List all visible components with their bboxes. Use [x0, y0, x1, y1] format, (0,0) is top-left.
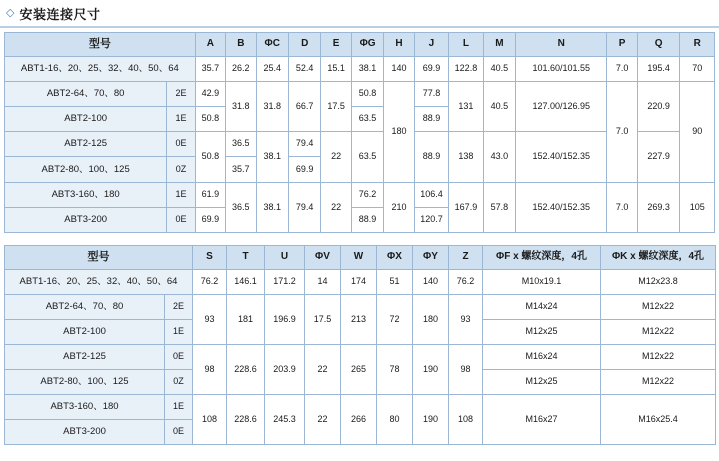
cell-p: 7.0	[607, 57, 637, 82]
cell-x: 78	[377, 345, 413, 395]
cell-e: 15.1	[321, 57, 351, 82]
cell-w: 265	[341, 345, 377, 395]
row-label: ABT1-16、20、25、32、40、50、64	[5, 57, 196, 82]
cell-z: 76.2	[449, 270, 483, 295]
cell-d: 66.7	[288, 82, 320, 132]
col-header-t: T	[227, 246, 265, 270]
row-label: ABT3-200	[5, 420, 165, 445]
row-code: 0Z	[167, 157, 195, 183]
cell-g: 88.9	[351, 208, 383, 233]
cell-q: 269.3	[637, 183, 680, 233]
cell-a: 42.9	[195, 82, 225, 107]
cell-p: 7.0	[607, 183, 637, 233]
table-row	[5, 395, 716, 420]
cell-z: 98	[449, 345, 483, 395]
col-header-x: ΦX	[377, 246, 413, 270]
cell-q: 220.9	[637, 82, 680, 132]
cell-y: 140	[413, 270, 449, 295]
cell-c: 31.8	[256, 82, 288, 132]
cell-v: 22	[305, 345, 341, 395]
cell-s: 98	[193, 345, 227, 395]
col-header-w: W	[341, 246, 377, 270]
cell-v: 14	[305, 270, 341, 295]
row-code: 1E	[165, 320, 193, 345]
table-row	[5, 295, 716, 320]
cell-l: 131	[449, 82, 483, 132]
cell-j: 88.9	[414, 107, 448, 132]
cell-b: 36.5	[226, 183, 256, 233]
cell-v: 22	[305, 395, 341, 445]
col-header-k-thread: ΦK x 螺纹深度，4孔	[601, 246, 716, 270]
cell-n: 127.00/126.95	[516, 82, 607, 132]
cell-l: 167.9	[449, 183, 483, 233]
cell-x: 72	[377, 295, 413, 345]
row-label: ABT2-64、70、80	[5, 82, 167, 107]
row-label: ABT2-125	[5, 132, 167, 157]
cell-e: 17.5	[321, 82, 351, 132]
table-gap	[0, 233, 719, 241]
col-header-y: ΦY	[413, 246, 449, 270]
row-label: ABT2-80、100、125	[5, 370, 165, 395]
col-header-h: H	[384, 33, 414, 57]
col-header-n: N	[516, 33, 607, 57]
cell-j: 88.9	[414, 132, 448, 183]
cell-u: 171.2	[265, 270, 305, 295]
col-header-s: S	[193, 246, 227, 270]
page-title: 安装连接尺寸	[19, 6, 101, 22]
table-row	[5, 345, 716, 370]
cell-r: 105	[680, 183, 715, 233]
cell-a: 69.9	[195, 208, 225, 233]
cell-f-thread: M16x24	[483, 345, 601, 370]
cell-a: 50.8	[195, 107, 225, 132]
cell-a: 61.9	[195, 183, 225, 208]
cell-m: 57.8	[483, 183, 515, 233]
cell-e: 22	[321, 183, 351, 233]
cell-m: 43.0	[483, 132, 515, 183]
cell-g: 76.2	[351, 183, 383, 208]
cell-b: 26.2	[226, 57, 256, 82]
cell-s: 93	[193, 295, 227, 345]
cell-l: 138	[449, 132, 483, 183]
col-header-q: Q	[637, 33, 680, 57]
cell-n: 101.60/101.55	[516, 57, 607, 82]
cell-t: 146.1	[227, 270, 265, 295]
col-header-u: U	[265, 246, 305, 270]
cell-g: 63.5	[351, 107, 383, 132]
row-label: ABT2-100	[5, 320, 165, 345]
cell-c: 38.1	[256, 183, 288, 233]
cell-k-thread: M16x25.4	[601, 395, 716, 445]
cell-z: 108	[449, 395, 483, 445]
cell-r: 90	[680, 82, 715, 183]
cell-e: 22	[321, 132, 351, 183]
cell-y: 190	[413, 395, 449, 445]
row-label: ABT3-160、180	[5, 395, 165, 420]
cell-n: 152.40/152.35	[516, 183, 607, 233]
cell-d: 52.4	[288, 57, 320, 82]
cell-h: 210	[384, 183, 414, 233]
cell-k-thread: M12x22	[601, 345, 716, 370]
cell-f-thread: M12x25	[483, 320, 601, 345]
cell-s: 108	[193, 395, 227, 445]
col-header-d: D	[288, 33, 320, 57]
row-code: 1E	[167, 183, 195, 208]
cell-f-thread: M12x25	[483, 370, 601, 395]
cell-w: 174	[341, 270, 377, 295]
cell-t: 228.6	[227, 395, 265, 445]
cell-k-thread: M12x22	[601, 370, 716, 395]
cell-u: 196.9	[265, 295, 305, 345]
row-code: 0E	[167, 132, 195, 157]
cell-f-thread: M16x27	[483, 395, 601, 445]
col-header-p: P	[607, 33, 637, 57]
dimensions-table-1	[4, 32, 715, 233]
cell-d: 79.4	[288, 132, 320, 157]
col-header-model: 型号	[5, 33, 196, 57]
section-title-bar	[0, 0, 719, 28]
col-header-m: M	[483, 33, 515, 57]
cell-b: 36.5	[226, 132, 256, 157]
cell-b: 31.8	[226, 82, 256, 132]
dimensions-table-2	[4, 245, 716, 445]
cell-f-thread: M14x24	[483, 295, 601, 320]
cell-v: 17.5	[305, 295, 341, 345]
cell-f-thread: M10x19.1	[483, 270, 601, 295]
cell-d: 69.9	[288, 157, 320, 183]
cell-a: 50.8	[195, 132, 225, 183]
cell-h: 140	[384, 57, 414, 82]
col-header-b: B	[226, 33, 256, 57]
table-row	[5, 57, 715, 82]
col-header-l: L	[449, 33, 483, 57]
cell-k-thread: M12x22	[601, 320, 716, 345]
cell-t: 181	[227, 295, 265, 345]
row-label: ABT2-80、100、125	[5, 157, 167, 183]
col-header-f-thread: ΦF x 螺纹深度，4孔	[483, 246, 601, 270]
row-label: ABT2-100	[5, 107, 167, 132]
cell-c: 38.1	[256, 132, 288, 183]
cell-x: 80	[377, 395, 413, 445]
cell-g: 50.8	[351, 82, 383, 107]
cell-l: 122.8	[449, 57, 483, 82]
row-code: 0Z	[165, 370, 193, 395]
table-row	[5, 82, 715, 107]
row-label: ABT3-200	[5, 208, 167, 233]
col-header-r: R	[680, 33, 715, 57]
cell-q: 195.4	[637, 57, 680, 82]
table1-header-row	[5, 33, 715, 57]
cell-j: 77.8	[414, 82, 448, 107]
cell-m: 40.5	[483, 57, 515, 82]
cell-p: 7.0	[607, 82, 637, 183]
cell-q: 227.9	[637, 132, 680, 183]
cell-u: 203.9	[265, 345, 305, 395]
cell-s: 76.2	[193, 270, 227, 295]
cell-m: 40.5	[483, 82, 515, 132]
cell-k-thread: M12x22	[601, 295, 716, 320]
cell-g: 63.5	[351, 132, 383, 183]
cell-c: 25.4	[256, 57, 288, 82]
cell-w: 213	[341, 295, 377, 345]
cell-d: 79.4	[288, 183, 320, 233]
col-header-z: Z	[449, 246, 483, 270]
col-header-model: 型号	[5, 246, 193, 270]
table2-header-row	[5, 246, 716, 270]
cell-u: 245.3	[265, 395, 305, 445]
diamond-icon: ◇	[6, 6, 15, 19]
row-label: ABT2-64、70、80	[5, 295, 165, 320]
col-header-g: ΦG	[351, 33, 383, 57]
row-code: 0E	[165, 420, 193, 445]
table-row	[5, 270, 716, 295]
cell-g: 38.1	[351, 57, 383, 82]
col-header-v: ΦV	[305, 246, 341, 270]
cell-y: 190	[413, 345, 449, 395]
row-code: 2E	[167, 82, 195, 107]
cell-t: 228.6	[227, 345, 265, 395]
cell-a: 35.7	[195, 57, 225, 82]
cell-j: 120.7	[414, 208, 448, 233]
col-header-a: A	[195, 33, 225, 57]
cell-b: 35.7	[226, 157, 256, 183]
cell-z: 93	[449, 295, 483, 345]
cell-x: 51	[377, 270, 413, 295]
cell-r: 70	[680, 57, 715, 82]
cell-y: 180	[413, 295, 449, 345]
cell-n: 152.40/152.35	[516, 132, 607, 183]
row-label: ABT1-16、20、25、32、40、50、64	[5, 270, 193, 295]
cell-h: 180	[384, 82, 414, 183]
col-header-c: ΦC	[256, 33, 288, 57]
col-header-e: E	[321, 33, 351, 57]
cell-w: 266	[341, 395, 377, 445]
row-code: 0E	[165, 345, 193, 370]
table-row	[5, 183, 715, 208]
row-label: ABT3-160、180	[5, 183, 167, 208]
row-code: 2E	[165, 295, 193, 320]
row-code: 0E	[167, 208, 195, 233]
cell-j: 69.9	[414, 57, 448, 82]
row-label: ABT2-125	[5, 345, 165, 370]
row-code: 1E	[167, 107, 195, 132]
cell-j: 106.4	[414, 183, 448, 208]
col-header-j: J	[414, 33, 448, 57]
row-code: 1E	[165, 395, 193, 420]
cell-k-thread: M12x23.8	[601, 270, 716, 295]
